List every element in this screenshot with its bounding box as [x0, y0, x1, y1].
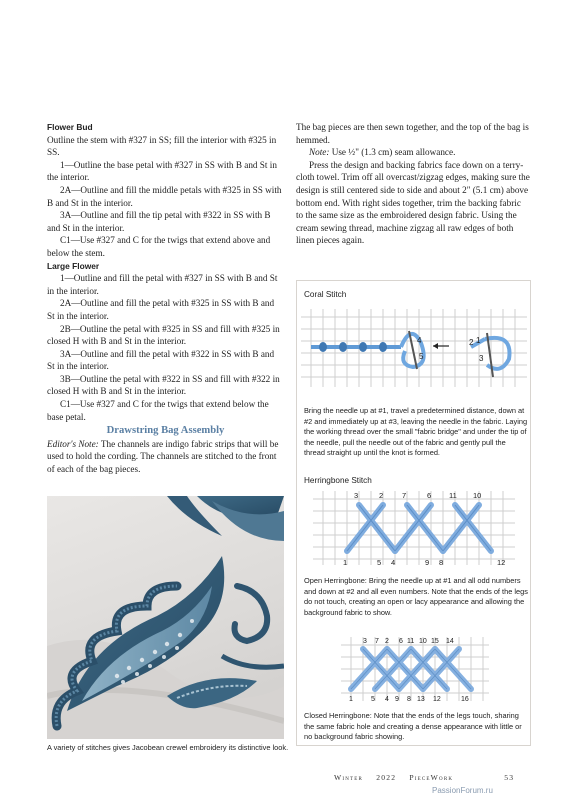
open-top-label: 6	[427, 491, 432, 500]
stitch-diagram-box	[296, 280, 531, 746]
closed-top-label: 6	[399, 638, 403, 645]
open-top-label: 10	[473, 491, 482, 500]
watermark: PassionForum.ru	[432, 786, 493, 795]
coral-label: 5	[419, 352, 424, 361]
footer-year: 2022	[376, 773, 397, 782]
large-flower-step: 3A—Outline and fill the petal with #322 in SS with B and St in the interior.	[47, 348, 275, 372]
flower-bud-intro: Outline the stem with #327 in SS; fill the interior with #325 in SS.	[47, 134, 277, 158]
closed-bottom-label: 13	[417, 696, 425, 703]
closed-top-label: 10	[419, 638, 427, 645]
large-flower-step: 1—Outline and fill the petal with #327 in SS with B and St in the interior.	[47, 273, 278, 296]
flower-bud-step: C1—Use #327 and C for the twigs that extend above and below the stem.	[47, 235, 271, 258]
footer-magazine: PieceWork	[409, 773, 454, 782]
open-top-label: 11	[449, 491, 457, 500]
footer-season: Winter	[334, 773, 364, 782]
embroidery-photo	[47, 496, 284, 739]
coral-caption: Bring the needle up at #1, travel a predetermined distance, down at #2 and immediately up at #3, leaving the needle in the fabric. Laying the working thread over the small "fabric bridge" and under the tip of the needle, pull the needle out of the fabric and gently pull the thread straight up until the knot is formed.	[304, 406, 528, 458]
open-bottom-label: 4	[391, 558, 396, 567]
large-flower-step: 2A—Outline and fill the petal with #325 in SS with B and St in the interior.	[47, 298, 275, 321]
closed-bottom-label: 4	[385, 696, 389, 703]
closed-top-label: 3	[363, 638, 367, 645]
right-column	[296, 121, 530, 247]
open-bottom-label: 5	[377, 558, 382, 567]
open-top-label: 2	[379, 491, 384, 500]
note-label: Note:	[309, 147, 330, 158]
left-column	[47, 121, 284, 476]
section-heading: Drawstring Bag Assembly	[106, 425, 225, 437]
open-top-label: 7	[402, 491, 407, 500]
closed-top-label: 2	[385, 638, 389, 645]
editors-note-text: The channels are indigo fabric strips that will be used to hold the cording. The channels are stitched to the front of each of the bag pieces.	[47, 438, 279, 475]
closed-top-label: 7	[375, 638, 379, 645]
open-bottom-label: 1	[343, 558, 348, 567]
photo-caption: A variety of stitches gives Jacobean crewel embroidery its distinctive look.	[47, 743, 289, 752]
note-text: Use ½" (1.3 cm) seam allowance.	[329, 147, 456, 158]
embroidery-illustration	[47, 496, 284, 739]
coral-stitch-title: Coral Stitch	[304, 290, 347, 299]
large-flower-step: C1—Use #327 and C for the twigs that extend below the base petal.	[47, 399, 269, 422]
pressing-paragraph: Press the design and backing fabrics face down on a terry-cloth towel. Trim off all overcast/zigzag edges, making sure the design is still centered side to side and about 2" (5.1 cm) above bottom end. With right sides together, trim the backing fabric to the same size as the embroidered design fabric. Using the cream sewing thread, machine zigzag all raw edges of both linen pieces again.	[296, 159, 530, 246]
page-footer	[334, 773, 544, 782]
closed-top-label: 15	[431, 638, 439, 645]
flower-bud-heading: Flower Bud	[47, 122, 93, 132]
open-herringbone-caption: Open Herringbone: Bring the needle up at #1 and all odd numbers and down at #2 and all even numbers. Note that the ends of the legs do not touch, creating an open or lacy appearance and allowing the background fabric to show.	[304, 576, 528, 617]
open-herringbone-diagram	[301, 489, 527, 569]
closed-bottom-label: 16	[461, 696, 469, 703]
flower-bud-step: 1—Outline the base petal with #327 in SS with B and St in the interior.	[47, 159, 277, 183]
open-top-label: 3	[354, 491, 359, 500]
closed-bottom-label: 1	[349, 696, 353, 703]
large-flower-step: 2B—Outline the petal with #325 in SS and fill with #325 in closed H with B and St in the interior.	[47, 323, 280, 347]
editors-note-label: Editor's Note:	[47, 438, 99, 449]
assembly-paragraph: The bag pieces are then sewn together, and the top of the bag is hemmed.	[296, 122, 529, 145]
closed-bottom-label: 5	[371, 696, 375, 703]
closed-bottom-label: 9	[395, 696, 399, 703]
large-flower-heading: Large Flower	[47, 260, 100, 271]
coral-label: 1	[476, 336, 481, 345]
closed-bottom-label: 8	[407, 696, 411, 703]
editors-note	[47, 438, 284, 476]
open-bottom-label: 8	[439, 558, 444, 567]
flower-bud-step: 2A—Outline and fill the middle petals with #325 in SS with B and St in the interior.	[47, 184, 282, 208]
seam-note	[296, 146, 530, 159]
open-bottom-label: 12	[497, 558, 506, 567]
closed-top-label: 14	[446, 638, 454, 645]
open-bottom-label: 9	[425, 558, 430, 567]
coral-label: 4	[417, 336, 422, 345]
page-number: 53	[504, 773, 515, 782]
closed-bottom-label: 12	[433, 696, 441, 703]
coral-label: 2	[469, 338, 474, 347]
closed-herringbone-caption: Closed Herringbone: Note that the ends of the legs touch, sharing the same fabric hole and creating a dense appearance with little or no background fabric showing.	[304, 711, 522, 742]
coral-label: 3	[479, 354, 484, 363]
large-flower-step: 3B—Outline the petal with #322 in SS and fill with #322 in closed H with B and St in the interior.	[47, 373, 280, 397]
herringbone-title: Herringbone Stitch	[304, 476, 372, 485]
closed-herringbone-diagram	[301, 635, 527, 705]
flower-bud-step: 3A—Outline and fill the tip petal with #322 in SS with B and St in the interior.	[47, 210, 271, 233]
coral-stitch-diagram	[301, 303, 527, 399]
closed-top-label: 11	[407, 638, 415, 645]
